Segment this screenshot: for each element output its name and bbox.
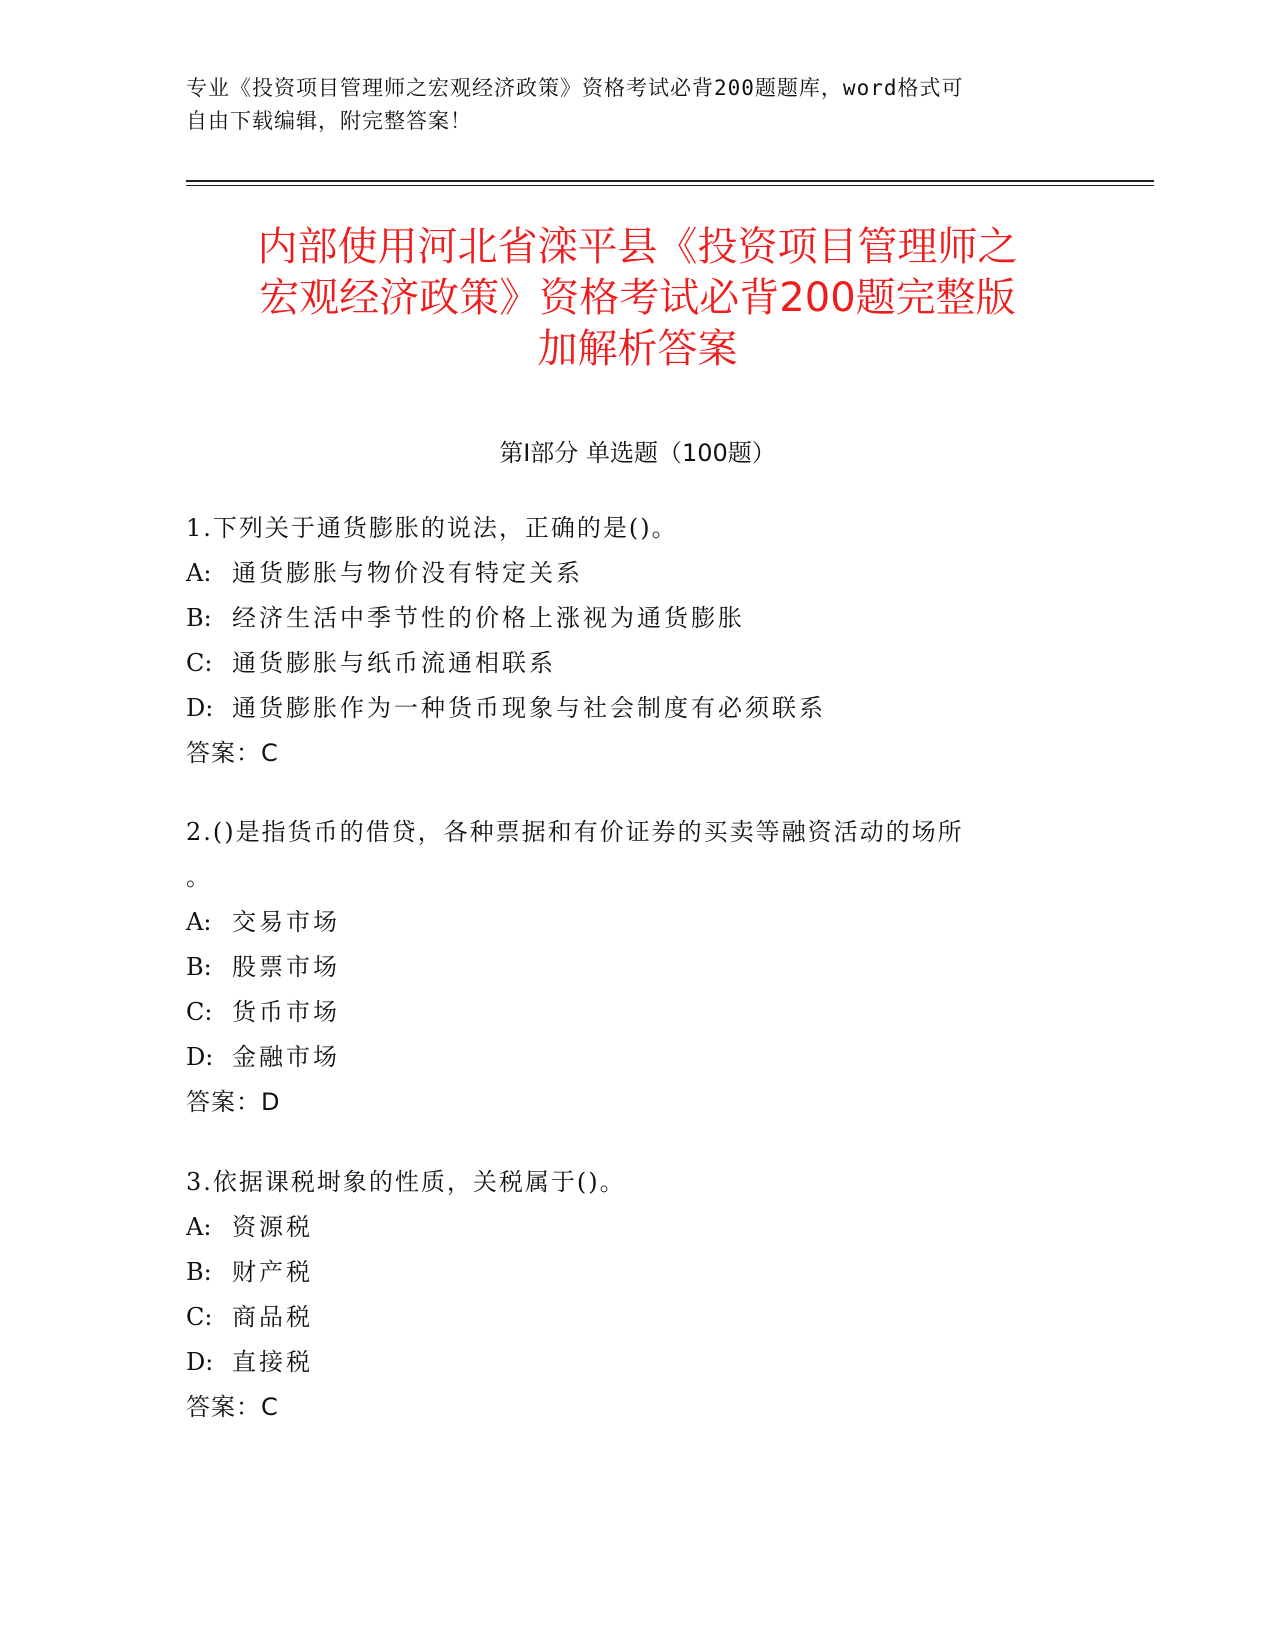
header-note — [186, 72, 1066, 138]
header-divider-thick — [186, 180, 1154, 182]
header-note-line-2: 自由下载编辑，附完整答案！ — [186, 109, 472, 133]
option-d — [186, 1340, 1066, 1385]
document-title-line-1: 内部使用河北省滦平县《投资项目管理师之 — [257, 224, 1018, 270]
question-stem-continued: 。 — [186, 863, 212, 891]
option-b — [186, 945, 1066, 990]
option-key: B: — [186, 953, 212, 981]
option-key: A: — [186, 559, 212, 587]
option-text: 通货膨胀与物价没有特定关系 — [232, 559, 583, 587]
question-2 — [186, 810, 1066, 1125]
answer-line: 答案：C — [186, 1393, 279, 1421]
option-text: 货币市场 — [232, 998, 340, 1026]
option-text: 商品税 — [232, 1303, 313, 1331]
option-a — [186, 1205, 1066, 1250]
option-text: 交易市场 — [232, 908, 340, 936]
option-key: D: — [186, 1348, 214, 1376]
option-b — [186, 1250, 1066, 1295]
option-key: B: — [186, 604, 212, 632]
option-key: A: — [186, 908, 212, 936]
option-key: C: — [186, 1303, 213, 1331]
option-c — [186, 1295, 1066, 1340]
option-text: 金融市场 — [232, 1043, 340, 1071]
option-text: 经济生活中季节性的价格上涨视为通货膨胀 — [232, 604, 745, 632]
option-a — [186, 551, 1066, 596]
option-key: D: — [186, 1043, 214, 1071]
document-title-line-2: 宏观经济政策》资格考试必背200题完整版 — [259, 275, 1016, 321]
option-text: 股票市场 — [232, 953, 340, 981]
document-title-line-3: 加解析答案 — [537, 326, 738, 372]
section-heading: 第Ⅰ部分 单选题（100题） — [499, 439, 776, 467]
option-key: B: — [186, 1258, 212, 1286]
question-1 — [186, 506, 1066, 776]
option-key: C: — [186, 649, 213, 677]
option-a — [186, 900, 1066, 945]
option-text: 通货膨胀作为一种货币现象与社会制度有必须联系 — [232, 694, 826, 722]
option-text: 资源税 — [232, 1213, 313, 1241]
option-d — [186, 686, 1066, 731]
answer-line: 答案：D — [186, 1088, 281, 1116]
option-text: 通货膨胀与纸币流通相联系 — [232, 649, 556, 677]
option-key: D: — [186, 694, 214, 722]
header-note-line-1: 专业《投资项目管理师之宏观经济政策》资格考试必背200题题库，word格式可 — [186, 76, 964, 100]
option-c — [186, 990, 1066, 1035]
question-stem: 1.下列关于通货膨胀的说法，正确的是()。 — [186, 514, 678, 542]
option-c — [186, 641, 1066, 686]
question-stem: 2.()是指货币的借贷，各种票据和有价证券的买卖等融资活动的场所 — [186, 818, 964, 846]
question-stem: 3.依据课税埘象的性质，关税属于()。 — [186, 1168, 626, 1196]
option-text: 直接税 — [232, 1348, 313, 1376]
answer-line: 答案：C — [186, 739, 279, 767]
option-text: 财产税 — [232, 1258, 313, 1286]
option-b — [186, 596, 1066, 641]
option-d — [186, 1035, 1066, 1080]
option-key: C: — [186, 998, 213, 1026]
option-key: A: — [186, 1213, 212, 1241]
document-title — [160, 222, 1115, 375]
question-3 — [186, 1160, 1066, 1430]
header-divider-thin — [186, 185, 1154, 186]
